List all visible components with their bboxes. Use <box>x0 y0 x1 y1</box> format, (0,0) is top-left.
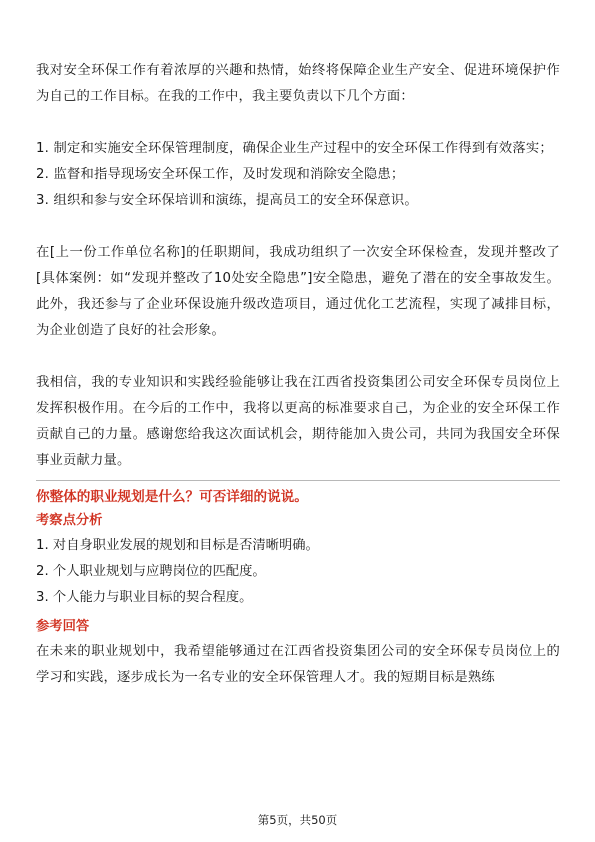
closing-paragraph: 我相信，我的专业知识和实践经验能够让我在江西省投资集团公司安全环保专员岗位上发挥积极作用。在今后的工作中，我将以更高的标准要求自己，为企业的安全环保工作贡献自己的力量。感谢您给我这次面试机会，期待能加入贵公司，共同为我国安全环保事业贡献力量。 <box>36 375 560 468</box>
section-divider <box>36 480 560 481</box>
document-body <box>36 58 560 691</box>
analysis-heading: 考察点分析 <box>36 513 103 528</box>
analysis-point-3: 3. 个人能力与职业目标的契合程度。 <box>36 590 253 605</box>
responsibility-item-3: 3. 组织和参与安全环保培训和演练，提高员工的安全环保意识。 <box>36 193 418 208</box>
interview-question: 你整体的职业规划是什么？可否详细的说说。 <box>36 489 308 505</box>
answer-paragraph: 在未来的职业规划中，我希望能够通过在江西省投资集团公司的安全环保专员岗位上的学习和实践，逐步成长为一名专业的安全环保管理人才。我的短期目标是熟练 <box>36 644 560 685</box>
experience-paragraph: 在[上一份工作单位名称]的任职期间，我成功组织了一次安全环保检查，发现并整改了[具体案例：如“发现并整改了10处安全隐患”]安全隐患，避免了潜在的安全事故发生。此外，我还参与了企业环保设施升级改造项目，通过优化工艺流程，实现了减排目标，为企业创造了良好的社会形象。 <box>36 245 560 338</box>
responsibility-item-1: 1. 制定和实施安全环保管理制度，确保企业生产过程中的安全环保工作得到有效落实； <box>36 141 553 156</box>
intro-paragraph: 我对安全环保工作有着浓厚的兴趣和热情，始终将保障企业生产安全、促进环境保护作为自己的工作目标。在我的工作中，我主要负责以下几个方面： <box>36 63 560 104</box>
answer-heading: 参考回答 <box>36 619 90 634</box>
analysis-point-1: 1. 对自身职业发展的规划和目标是否清晰明确。 <box>36 538 319 553</box>
responsibility-item-2: 2. 监督和指导现场安全环保工作，及时发现和消除安全隐患； <box>36 167 405 182</box>
analysis-point-2: 2. 个人职业规划与应聘岗位的匹配度。 <box>36 564 266 579</box>
page-footer: 第5页，共50页 <box>257 813 338 827</box>
